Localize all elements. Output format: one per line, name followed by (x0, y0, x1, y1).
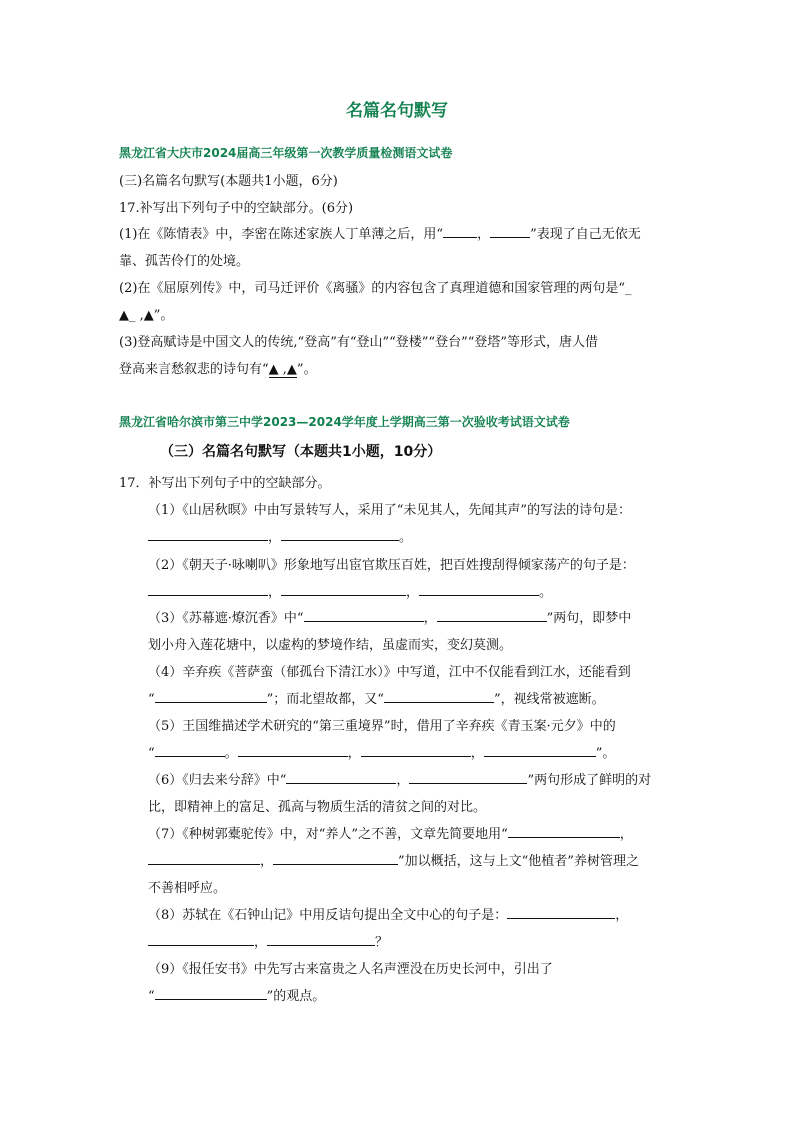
item-2-line-1: （2）《朝天子·咏喇叭》形象地写出宦官欺压百姓，把百姓搜刮得倾家荡产的句子是： (148, 558, 635, 573)
item-8-line-2 (148, 931, 388, 950)
item-5-line-1: （5）王国维描述学术研究的“第三重境界”时，借用了辛弃疾《青玉案·元夕》中的 (148, 719, 616, 734)
item-1-line-1: （1）《山居秋暝》中由写景转写人，采用了“未见其人，先闻其声”的写法的诗句是： (148, 503, 632, 518)
item-7-text-b: ”加以概括，这与上文“他植者”养树管理之 (398, 854, 639, 869)
exam-source-1: 黑龙江省大庆市2024届高三年级第一次教学质量检测语文试卷 (119, 146, 453, 160)
item-9-line-2 (148, 985, 325, 1004)
comma: ， (423, 611, 437, 626)
item-7-line-2 (148, 850, 639, 869)
comma: ， (406, 585, 420, 600)
q3-text: 登高来言愁叙悲的诗句有“ (119, 362, 269, 377)
comma: ， (347, 746, 361, 761)
item-1-blank-1[interactable] (148, 527, 268, 541)
comma: ， (254, 935, 268, 950)
item-8-blank-1[interactable] (507, 905, 615, 919)
item-2-blank-2[interactable] (281, 582, 406, 596)
item-8-text: （8）苏轼在《石钟山记》中用反诘句提出全文中心的句子是： (148, 908, 508, 923)
q3-line-1: (3)登高赋诗是中国文人的传统,“登高”有“登山”“登楼”“登台”“登塔”等形式，唐人借 (119, 335, 599, 350)
item-3-blank-1[interactable] (304, 608, 424, 622)
q2-line-1: (2)在《屈原列传》中，司马迁评价《离骚》的内容包含了真理道德和国家管理的两句是“_ (119, 281, 632, 296)
item-3-text-b: ”两句，即梦中 (546, 611, 632, 626)
q1-blank-1[interactable] (443, 224, 477, 238)
item-5-blank-1[interactable] (155, 743, 225, 757)
item-9-text-b: ”的观点。 (266, 989, 326, 1004)
item-7-line-3: 不善相呼应。 (148, 881, 227, 896)
open-quote: “ (148, 989, 155, 1004)
q3-line-2 (119, 358, 317, 377)
item-8-blank-3[interactable] (267, 932, 375, 946)
q1-text-b: ”表现了自己无依无 (530, 227, 641, 242)
item-9-line-1: （9）《报任安书》中先写古来富贵之人名声湮没在历史长河中，引出了 (148, 962, 553, 977)
item-6-text: （6）《归去来兮辞》中“ (148, 773, 287, 788)
item-2-line-2 (148, 581, 552, 600)
item-5-blank-4[interactable] (484, 743, 596, 757)
item-9-blank-1[interactable] (155, 986, 267, 1000)
item-2-blank-1[interactable] (148, 582, 268, 596)
q3-end: ”。 (296, 362, 317, 377)
item-1-line-2 (148, 526, 412, 545)
item-6-text-b: ”两句形成了鲜明的对 (527, 773, 652, 788)
comma: ， (470, 746, 484, 761)
item-7-blank-1[interactable] (508, 824, 620, 838)
comma: ， (260, 854, 274, 869)
close-quote: ”。 (595, 746, 616, 761)
comma: ， (615, 908, 629, 923)
item-6-blank-2[interactable] (409, 770, 527, 784)
item-3-line-1 (148, 607, 631, 626)
question-intro-1: 17.补写出下列句子中的空缺部分。(6分) (119, 201, 354, 216)
q3-answer-blank[interactable]: ▲ ,▲ (268, 362, 297, 377)
period: 。 (399, 530, 413, 545)
comma: ， (268, 530, 282, 545)
item-5-blank-3[interactable] (361, 743, 471, 757)
item-4-line-2 (148, 688, 605, 707)
item-4-blank-1[interactable] (155, 689, 267, 703)
q1-line-1 (119, 223, 641, 242)
q1-text: (1)在《陈情表》中，李密在陈述家族人丁单薄之后，用“ (119, 227, 444, 242)
item-3-blank-2[interactable] (437, 608, 547, 622)
item-6-line-1 (148, 769, 651, 788)
item-3-line-2: 划小舟入莲花塘中，以虚构的梦境作结，虽虚而实，变幻莫测。 (148, 638, 513, 653)
item-3-text: （3）《苏幕遮·燎沉香》中“ (148, 611, 304, 626)
item-7-blank-3[interactable] (273, 851, 398, 865)
item-6-blank-1[interactable] (286, 770, 396, 784)
item-4-text-b: ”；而北望故都，又“ (266, 692, 384, 707)
question-mark: ？ (375, 935, 389, 950)
question-intro-2: 17．补写出下列句子中的空缺部分。 (119, 476, 331, 491)
item-4-text-c: ”，视线常被遮断。 (493, 692, 605, 707)
item-1-blank-2[interactable] (281, 527, 399, 541)
item-5-line-2 (148, 742, 615, 761)
item-7-line-1 (148, 823, 633, 842)
item-4-line-1: （4）辛弃疾《菩萨蛮（郁孤台下清江水）》中写道，江中不仅能看到江水，还能看到 (148, 665, 631, 680)
period: 。 (539, 585, 553, 600)
item-6-line-2: 比，即精神上的富足、孤高与物质生活的清贫之间的对比。 (148, 800, 487, 815)
item-8-blank-2[interactable] (148, 932, 254, 946)
comma: ， (396, 773, 410, 788)
item-4-blank-2[interactable] (384, 689, 494, 703)
comma: ， (268, 585, 282, 600)
q2-line-2: ▲_ ,▲”。 (119, 308, 174, 323)
item-8-line-1 (148, 904, 628, 923)
item-7-text: （7）《种树郭橐驼传》中，对“养人”之不善，文章先简要地用“ (148, 827, 508, 842)
section-header-2: （三）名篇名句默写（本题共1小题，10分） (160, 444, 442, 460)
item-7-blank-2[interactable] (148, 851, 260, 865)
open-quote: “ (148, 746, 155, 761)
comma: ， (619, 827, 633, 842)
q1-line-2: 靠、孤苦伶仃的处境。 (119, 254, 250, 269)
item-5-blank-2[interactable] (238, 743, 348, 757)
q1-comma: ， (477, 227, 491, 242)
page-title: 名篇名句默写 (346, 101, 448, 121)
exam-source-2: 黑龙江省哈尔滨市第三中学2023—2024学年度上学期高三第一次验收考试语文试卷 (119, 415, 570, 429)
open-quote: “ (148, 692, 155, 707)
section-header-1: (三)名篇名句默写(本题共1小题，6分) (119, 174, 338, 189)
period: 。 (224, 746, 238, 761)
item-2-blank-3[interactable] (419, 582, 539, 596)
q1-blank-2[interactable] (490, 224, 530, 238)
